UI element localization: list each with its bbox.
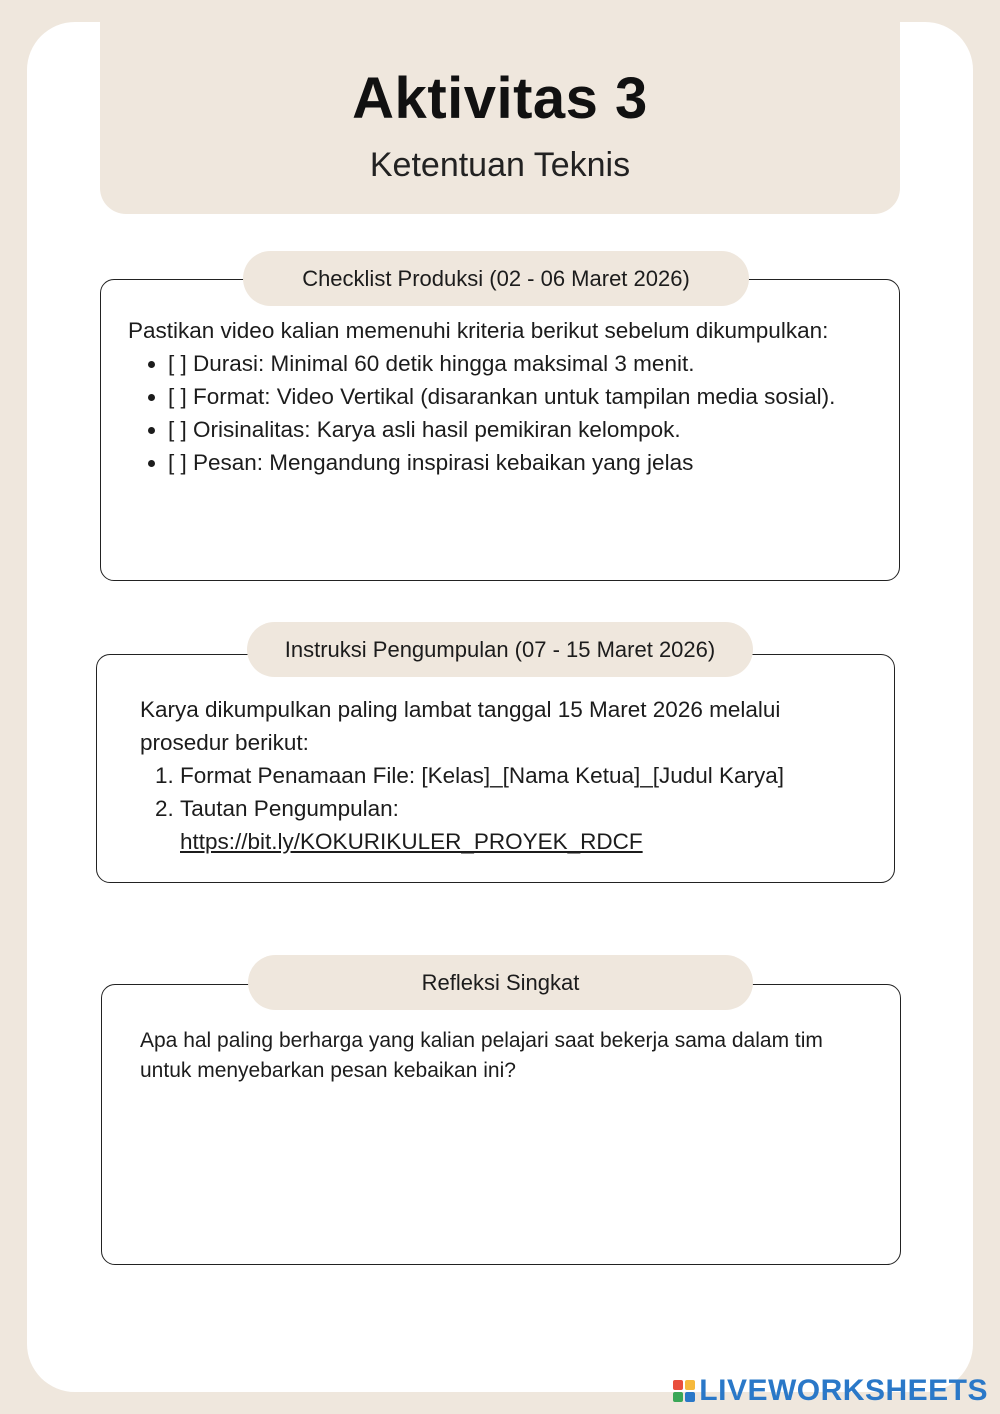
header-banner: [100, 0, 900, 214]
logo-square-3: [673, 1392, 683, 1402]
page-subtitle: Ketentuan Teknis: [369, 146, 631, 184]
checklist-item-message[interactable]: • [ ] Pesan: Mengandung inspirasi kebaikan yang jelas: [168, 446, 868, 479]
submission-step-link: [180, 792, 870, 858]
logo-square-1: [673, 1380, 683, 1390]
checklist-list: [128, 347, 868, 479]
checklist-item-format[interactable]: • [ ] Format: Video Vertikal (disarankan untuk tampilan media sosial).: [168, 380, 868, 413]
submission-content: [140, 693, 870, 858]
submission-step-file-naming: 1. Format Penamaan File: [Kelas]_[Nama Ketua]_[Judul Karya]: [180, 759, 870, 792]
page-title: Aktivitas 3: [352, 66, 648, 131]
checklist-heading: Checklist Produksi (02 - 06 Maret 2026): [243, 251, 749, 306]
liveworksheets-brand: LIVEWORKSHEETS: [699, 1374, 988, 1407]
logo-square-2: [685, 1380, 695, 1390]
submission-intro: Karya dikumpulkan paling lambat tanggal 15 Maret 2026 melalui prosedur berikut:: [140, 697, 781, 755]
submission-link-label: Tautan Pengumpulan:: [180, 796, 399, 821]
liveworksheets-logo: [673, 1376, 988, 1406]
checklist-item-duration[interactable]: • [ ] Durasi: Minimal 60 detik hingga maksimal 3 menit.: [168, 347, 868, 380]
logo-square-4: [685, 1392, 695, 1402]
checklist-item-originality[interactable]: • [ ] Orisinalitas: Karya asli hasil pemikiran kelompok.: [168, 413, 868, 446]
checklist-content: [128, 314, 868, 479]
submission-steps: [140, 759, 870, 858]
submission-link[interactable]: https://bit.ly/KOKURIKULER_PROYEK_RDCF: [180, 829, 643, 854]
submission-heading: Instruksi Pengumpulan (07 - 15 Maret 2026): [247, 622, 753, 677]
reflection-heading: Refleksi Singkat: [248, 955, 753, 1010]
checklist-intro: Pastikan video kalian memenuhi kriteria berikut sebelum dikumpulkan:: [128, 318, 829, 343]
reflection-question: Apa hal paling berharga yang kalian pelajari saat bekerja sama dalam tim untuk menyebarkan pesan kebaikan ini?: [140, 1029, 823, 1082]
liveworksheets-logo-icon: [673, 1380, 695, 1402]
reflection-content: [140, 1026, 875, 1086]
